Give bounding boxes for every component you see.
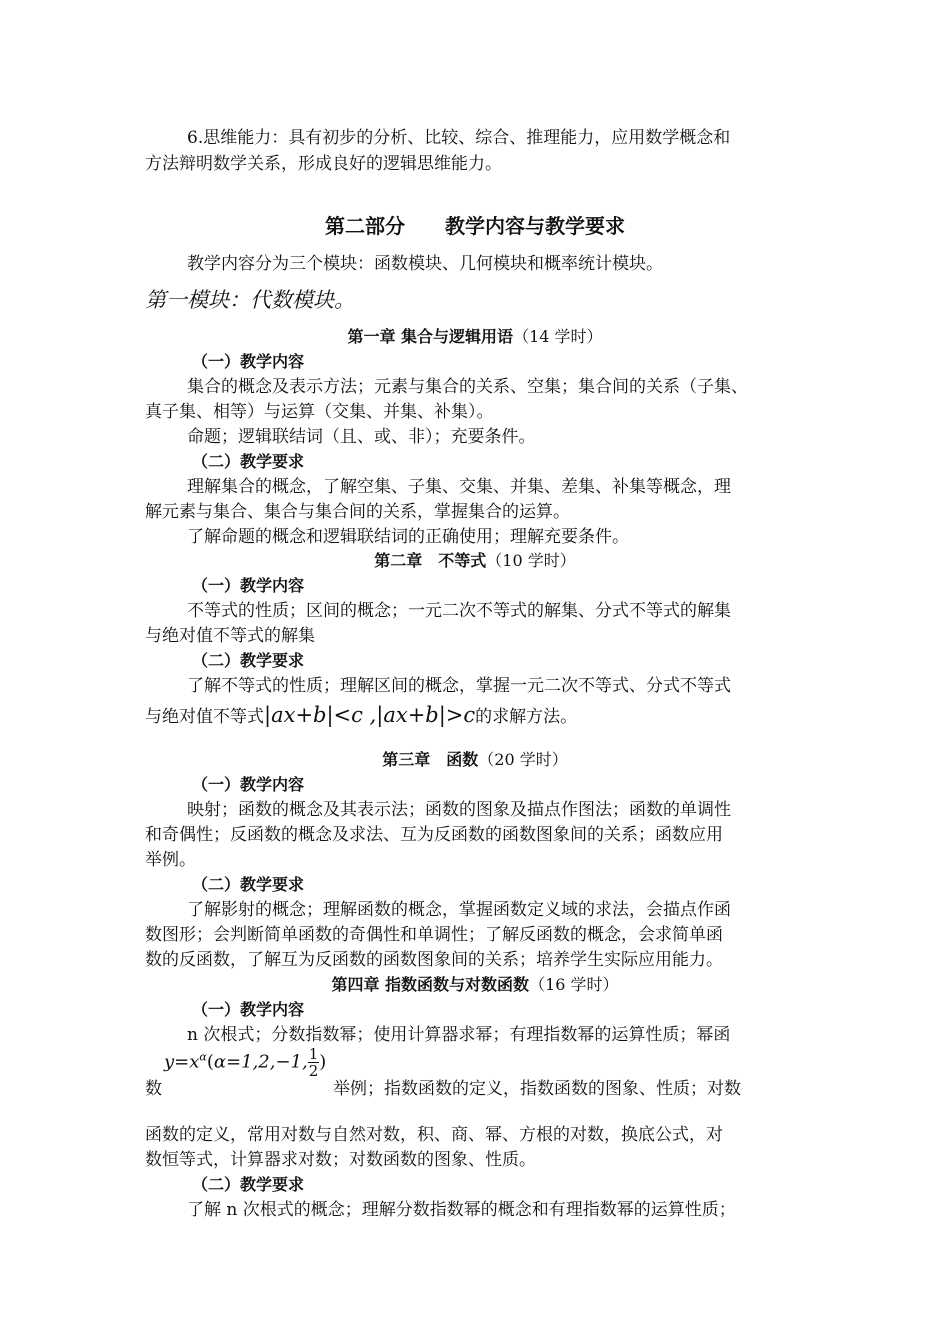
ch1-content-line-3: 命题；逻辑联结词（且、或、非）；充要条件。 bbox=[187, 427, 536, 447]
ch2-content-line-2: 与绝对值不等式的解集 bbox=[145, 626, 315, 646]
chapter-3-hours: （20 学时） bbox=[478, 750, 568, 769]
ch1-content-line-2: 真子集、相等）与运算（交集、并集、补集）。 bbox=[145, 402, 494, 422]
ch3-content-line-3: 举例。 bbox=[145, 850, 196, 870]
ch1-content-line-1: 集合的概念及表示方法；元素与集合的关系、空集；集合间的关系（子集、 bbox=[187, 377, 748, 397]
ch3-req-line-1: 了解影射的概念；理解函数的概念，掌握函数定义域的求法，会描点作函 bbox=[187, 900, 731, 920]
chapter-1-title: 第一章 集合与逻辑用语 bbox=[347, 327, 514, 346]
part-title: 教学内容与教学要求 bbox=[445, 214, 625, 238]
ch1-requirements-heading: （二）教学要求 bbox=[192, 452, 305, 471]
chapter-4-title: 第四章 指数函数与对数函数 bbox=[331, 975, 530, 994]
ch3-content-heading: （一）教学内容 bbox=[192, 775, 305, 794]
formula-fraction bbox=[308, 1046, 320, 1079]
ch4-content-line-2-suffix: 举例；指数函数的定义，指数函数的图象、性质；对数 bbox=[333, 1079, 741, 1099]
chapter-3-heading bbox=[0, 748, 950, 772]
ch4-requirements-heading: （二）教学要求 bbox=[192, 1175, 305, 1194]
chapter-2-heading bbox=[0, 549, 950, 573]
fraction-denominator: 2 bbox=[308, 1062, 319, 1080]
ch3-req-line-2: 数图形；会判断简单函数的奇偶性和单调性；了解反函数的概念，会求简单函 bbox=[145, 925, 723, 945]
fraction-numerator: 1 bbox=[308, 1045, 319, 1063]
ch2-req-line-2 bbox=[145, 703, 577, 729]
chapter-1-hours: （14 学时） bbox=[513, 327, 603, 346]
formula-lhs: y=x bbox=[164, 1051, 200, 1073]
ch4-req-line-1: 了解 n 次根式的概念；理解分数指数幂的概念和有理指数幂的运算性质； bbox=[187, 1200, 736, 1220]
ch3-content-line-2: 和奇偶性；反函数的概念及求法、互为反函数的函数图象间的关系；函数应用 bbox=[145, 825, 723, 845]
chapter-3-title: 第三章 函数 bbox=[382, 750, 479, 769]
ch4-content-line-1: n 次根式；分数指数幂；使用计算器求幂；有理指数幂的运算性质；幂函 bbox=[187, 1025, 731, 1045]
intro-line-2: 方法辩明数学关系，形成良好的逻辑思维能力。 bbox=[145, 154, 502, 174]
chapter-2-hours: （10 学时） bbox=[486, 551, 576, 570]
part-heading bbox=[0, 212, 950, 240]
ch4-content-line-3: 函数的定义，常用对数与自然对数，积、商、幂、方根的对数，换底公式，对 bbox=[145, 1125, 723, 1145]
ch1-content-heading: （一）教学内容 bbox=[192, 352, 305, 371]
ch3-requirements-heading: （二）教学要求 bbox=[192, 875, 305, 894]
chapter-4-hours: （16 学时） bbox=[529, 975, 619, 994]
ch2-content-line-1: 不等式的性质；区间的概念；一元二次不等式的解集、分式不等式的解集 bbox=[187, 601, 731, 621]
chapter-1-heading bbox=[0, 325, 950, 349]
ch3-req-line-3: 数的反函数，了解互为反函数的函数图象间的关系；培养学生实际应用能力。 bbox=[145, 950, 723, 970]
ch1-req-line-1: 理解集合的概念，了解空集、子集、交集、并集、差集、补集等概念，理 bbox=[187, 477, 731, 497]
abs-inequality-formula: |ax+b|<c ,|ax+b|>c bbox=[264, 703, 476, 727]
module-heading: 第一模块：代数模块。 bbox=[145, 288, 355, 312]
ch4-content-heading: （一）教学内容 bbox=[192, 1000, 305, 1019]
ch4-content-line-2-prefix: 数 bbox=[145, 1079, 162, 1099]
ch1-req-line-2: 解元素与集合、集合与集合间的关系，掌握集合的运算。 bbox=[145, 502, 570, 522]
chapter-2-title: 第二章 不等式 bbox=[374, 551, 487, 570]
ch3-content-line-1: 映射；函数的概念及其表示法；函数的图象及描点作图法；函数的单调性 bbox=[187, 800, 731, 820]
ch2-req-line-2-prefix: 与绝对值不等式 bbox=[145, 707, 264, 727]
ch2-content-heading: （一）教学内容 bbox=[192, 576, 305, 595]
ch1-req-line-3: 了解命题的概念和逻辑联结词的正确使用；理解充要条件。 bbox=[187, 527, 629, 547]
ch2-req-line-1: 了解不等式的性质；理解区间的概念，掌握一元二次不等式、分式不等式 bbox=[187, 676, 731, 696]
chapter-4-heading bbox=[0, 973, 950, 997]
ch2-requirements-heading: （二）教学要求 bbox=[192, 651, 305, 670]
overview-text: 教学内容分为三个模块：函数模块、几何模块和概率统计模块。 bbox=[187, 254, 663, 274]
ch4-content-line-4: 数恒等式，计算器求对数；对数函数的图象、性质。 bbox=[145, 1150, 536, 1170]
intro-line-1: 6.思维能力：具有初步的分析、比较、综合、推理能力，应用数学概念和 bbox=[187, 128, 731, 148]
part-label: 第二部分 bbox=[325, 214, 405, 238]
ch2-req-line-2-suffix: 的求解方法。 bbox=[475, 707, 578, 727]
power-function-formula: $y=x^\alpha(\alpha=1,2,-1$, $\frac{1}{2}$ ) bbox=[164, 1045, 327, 1080]
formula-exponent: α bbox=[199, 1050, 207, 1064]
formula-arguments: α=1,2,−1, bbox=[213, 1051, 308, 1073]
